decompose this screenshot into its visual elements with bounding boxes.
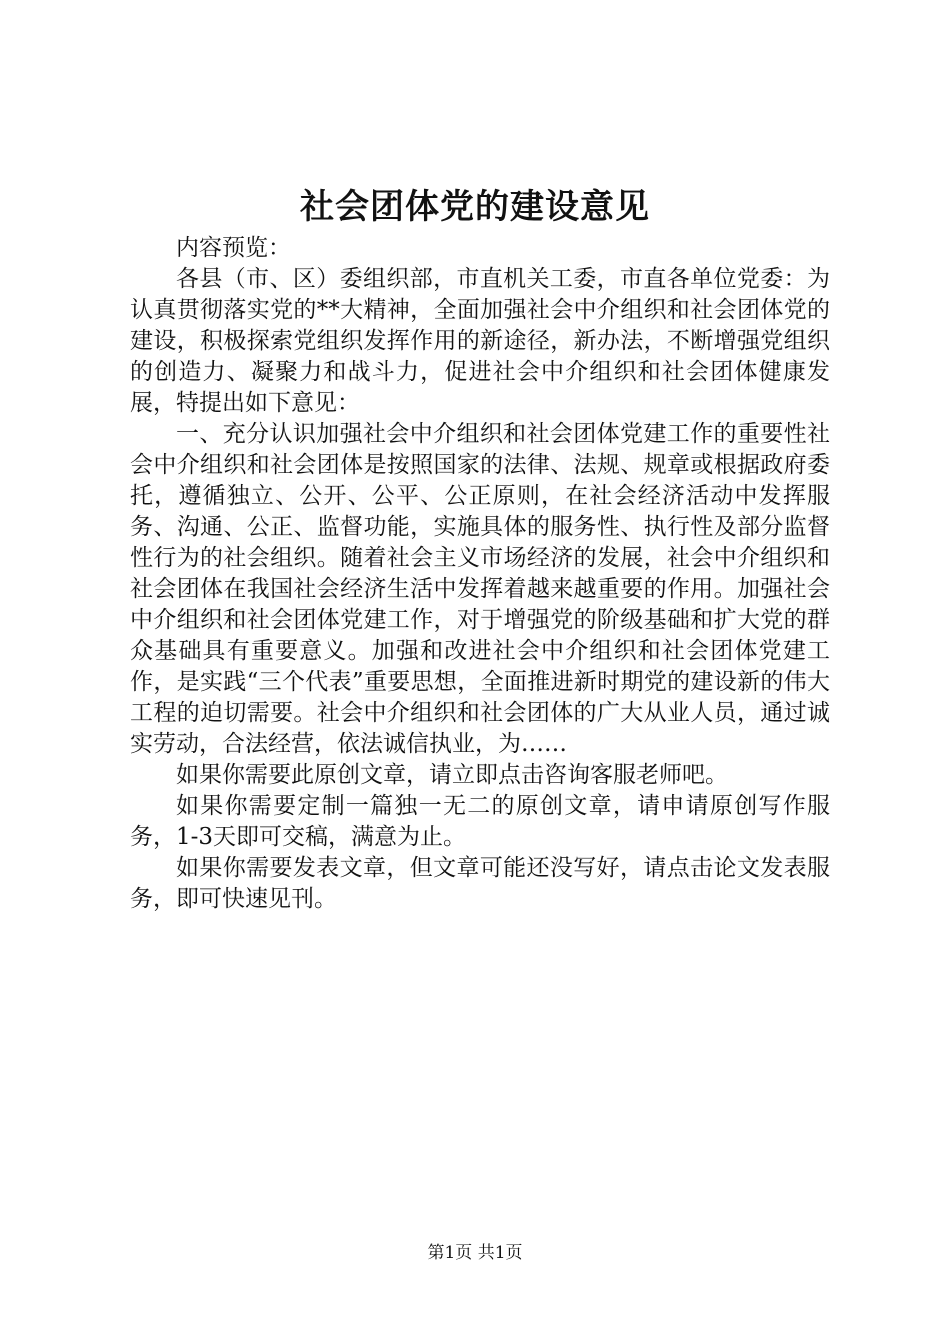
document-body — [130, 233, 830, 915]
paragraph-publication-service: 如果你需要发表文章，但文章可能还没写好，请点击论文发表服务，即可快速见刊。 — [130, 855, 830, 912]
paragraph-consult-link: 如果你需要此原创文章，请立即点击咨询客服老师吧。 — [176, 762, 728, 788]
paragraph-custom-writing: 如果你需要定制一篇独一无二的原创文章，请申请原创写作服务，1-3天即可交稿，满意为止。 — [130, 793, 830, 850]
paragraph-intro: 各县（市、区）委组织部，市直机关工委，市直各单位党委：为认真贯彻落实党的**大精神，全面加强社会中介组织和社会团体党的建设，积极探索党组织发挥作用的新途径，新办法，不断增强党组织的创造力、凝聚力和战斗力，促进社会中介组织和社会团体健康发展，特提出如下意见： — [130, 266, 830, 416]
document-title: 社会团体党的建设意见 — [300, 187, 650, 227]
preview-label: 内容预览： — [176, 235, 291, 261]
page-footer: 第1页 共1页 — [427, 1243, 523, 1263]
paragraph-section-one: 一、充分认识加强社会中介组织和社会团体党建工作的重要性社会中介组织和社会团体是按照国家的法律、法规、规章或根据政府委托，遵循独立、公开、公平、公正原则，在社会经济活动中发挥服务、沟通、公正、监督功能，实施具体的服务性、执行性及部分监督性行为的社会组织。随着社会主义市场经济的发展，社会中介组织和社会团体在我国社会经济生活中发挥着越来越重要的作用。加强社会中介组织和社会团体党建工作，对于增强党的阶级基础和扩大党的群众基础具有重要意义。加强和改进社会中介组织和社会团体党建工作，是实践“三个代表”重要思想，全面推进新时期党的建设新的伟大工程的迫切需要。社会中介组织和社会团体的广大从业人员，通过诚实劳动，合法经营，依法诚信执业，为…… — [130, 421, 830, 757]
